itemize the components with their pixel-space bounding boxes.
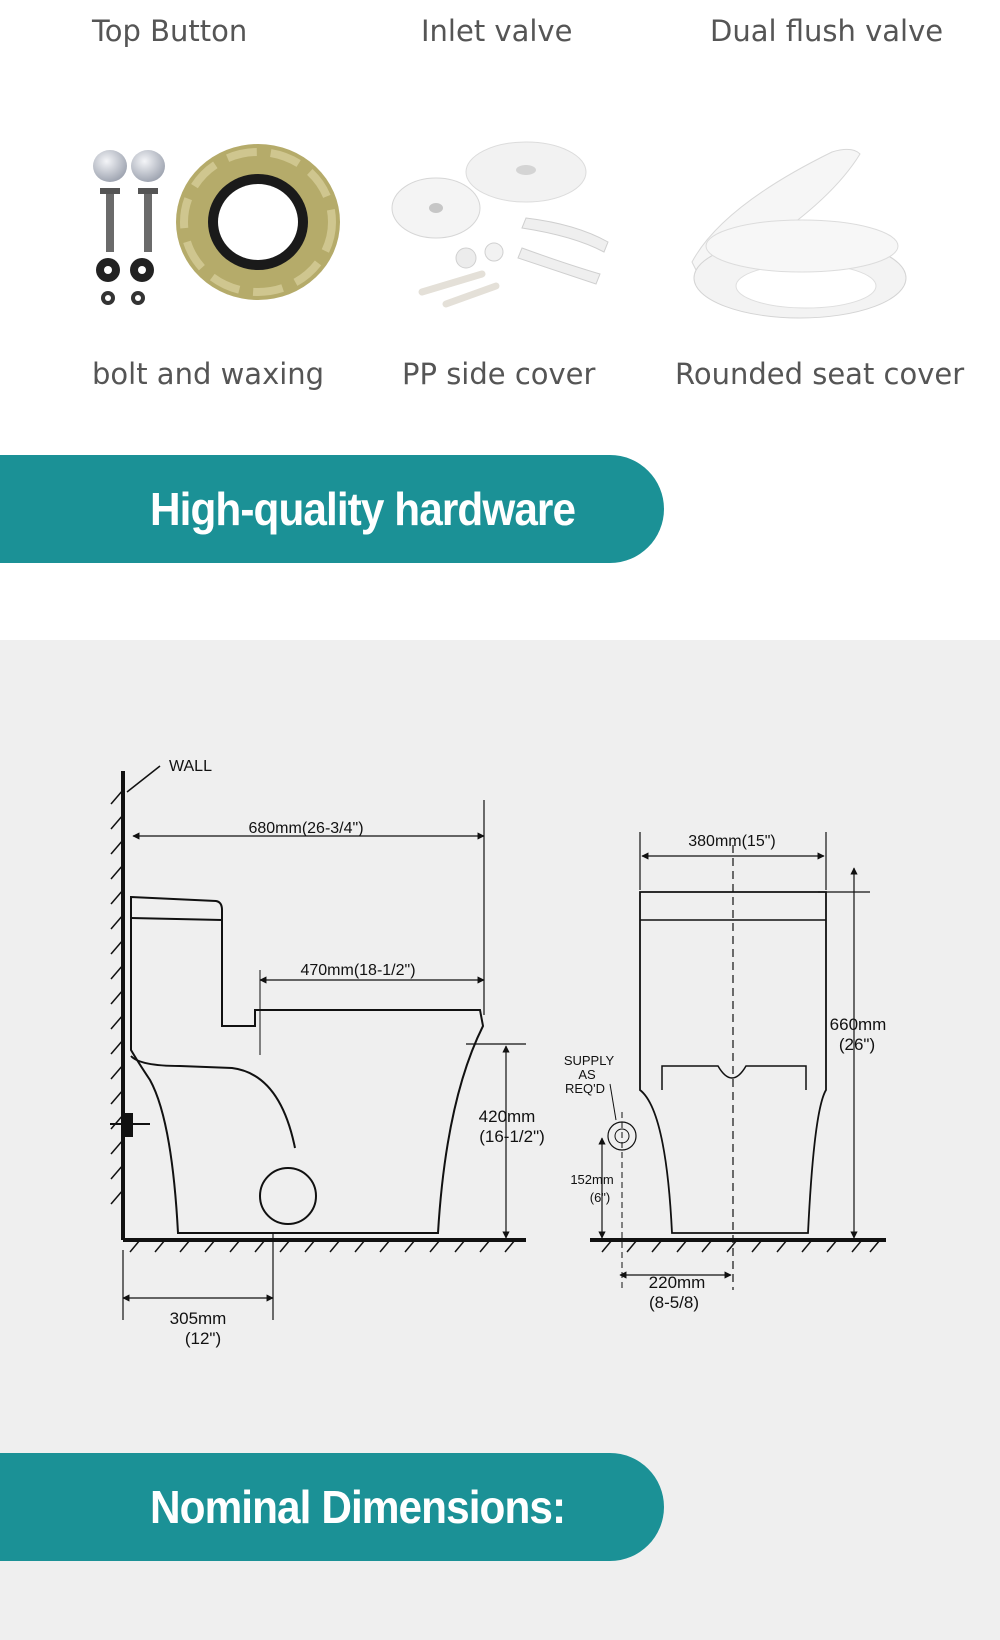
bolt-and-wax-image (88, 140, 348, 320)
total-depth-label: 680mm(26-3/4") (248, 820, 364, 837)
dimensions-banner-title: Nominal Dimensions: (150, 1481, 566, 1533)
seat-height-in: (16-1/2") (479, 1127, 545, 1146)
label-pp-side-cover: PP side cover (402, 357, 596, 391)
supply-offset-mm: 220mm (648, 1273, 706, 1292)
label-bolt-and-waxing: bolt and waxing (92, 357, 325, 391)
front-view (590, 832, 886, 1290)
supply-height-in: (6") (589, 1190, 611, 1205)
wall-label: WALL (169, 758, 212, 775)
hardware-banner-title: High-quality hardware (150, 483, 576, 535)
pp-side-cover-image (386, 140, 626, 310)
height-in: (26") (838, 1035, 876, 1054)
label-dual-flush-valve: Dual flush valve (710, 14, 944, 48)
side-view (110, 766, 526, 1320)
label-rounded-seat-cover: Rounded seat cover (675, 357, 965, 391)
supply-height-mm: 152mm (570, 1172, 614, 1187)
dimensions-section (0, 640, 1000, 1640)
height-mm: 660mm (829, 1015, 887, 1034)
width-label: 380mm(15") (688, 833, 776, 850)
rounded-seat-cover-image (682, 146, 912, 321)
supply-label-3: REQ'D (564, 1081, 606, 1096)
seat-depth-label: 470mm(18-1/2") (300, 962, 416, 979)
label-inlet-valve: Inlet valve (421, 14, 573, 48)
rough-in-in: (12") (184, 1329, 222, 1348)
rough-in-mm: 305mm (169, 1309, 227, 1328)
dimensions-banner (0, 1453, 664, 1561)
supply-label-1: SUPPLY (563, 1053, 615, 1068)
label-top-button: Top Button (92, 14, 248, 48)
supply-offset-in: (8-5/8) (648, 1293, 700, 1312)
supply-label-2: AS (578, 1067, 596, 1082)
hardware-banner (0, 455, 664, 563)
hardware-section (0, 0, 1000, 640)
seat-height-mm: 420mm (478, 1107, 536, 1126)
